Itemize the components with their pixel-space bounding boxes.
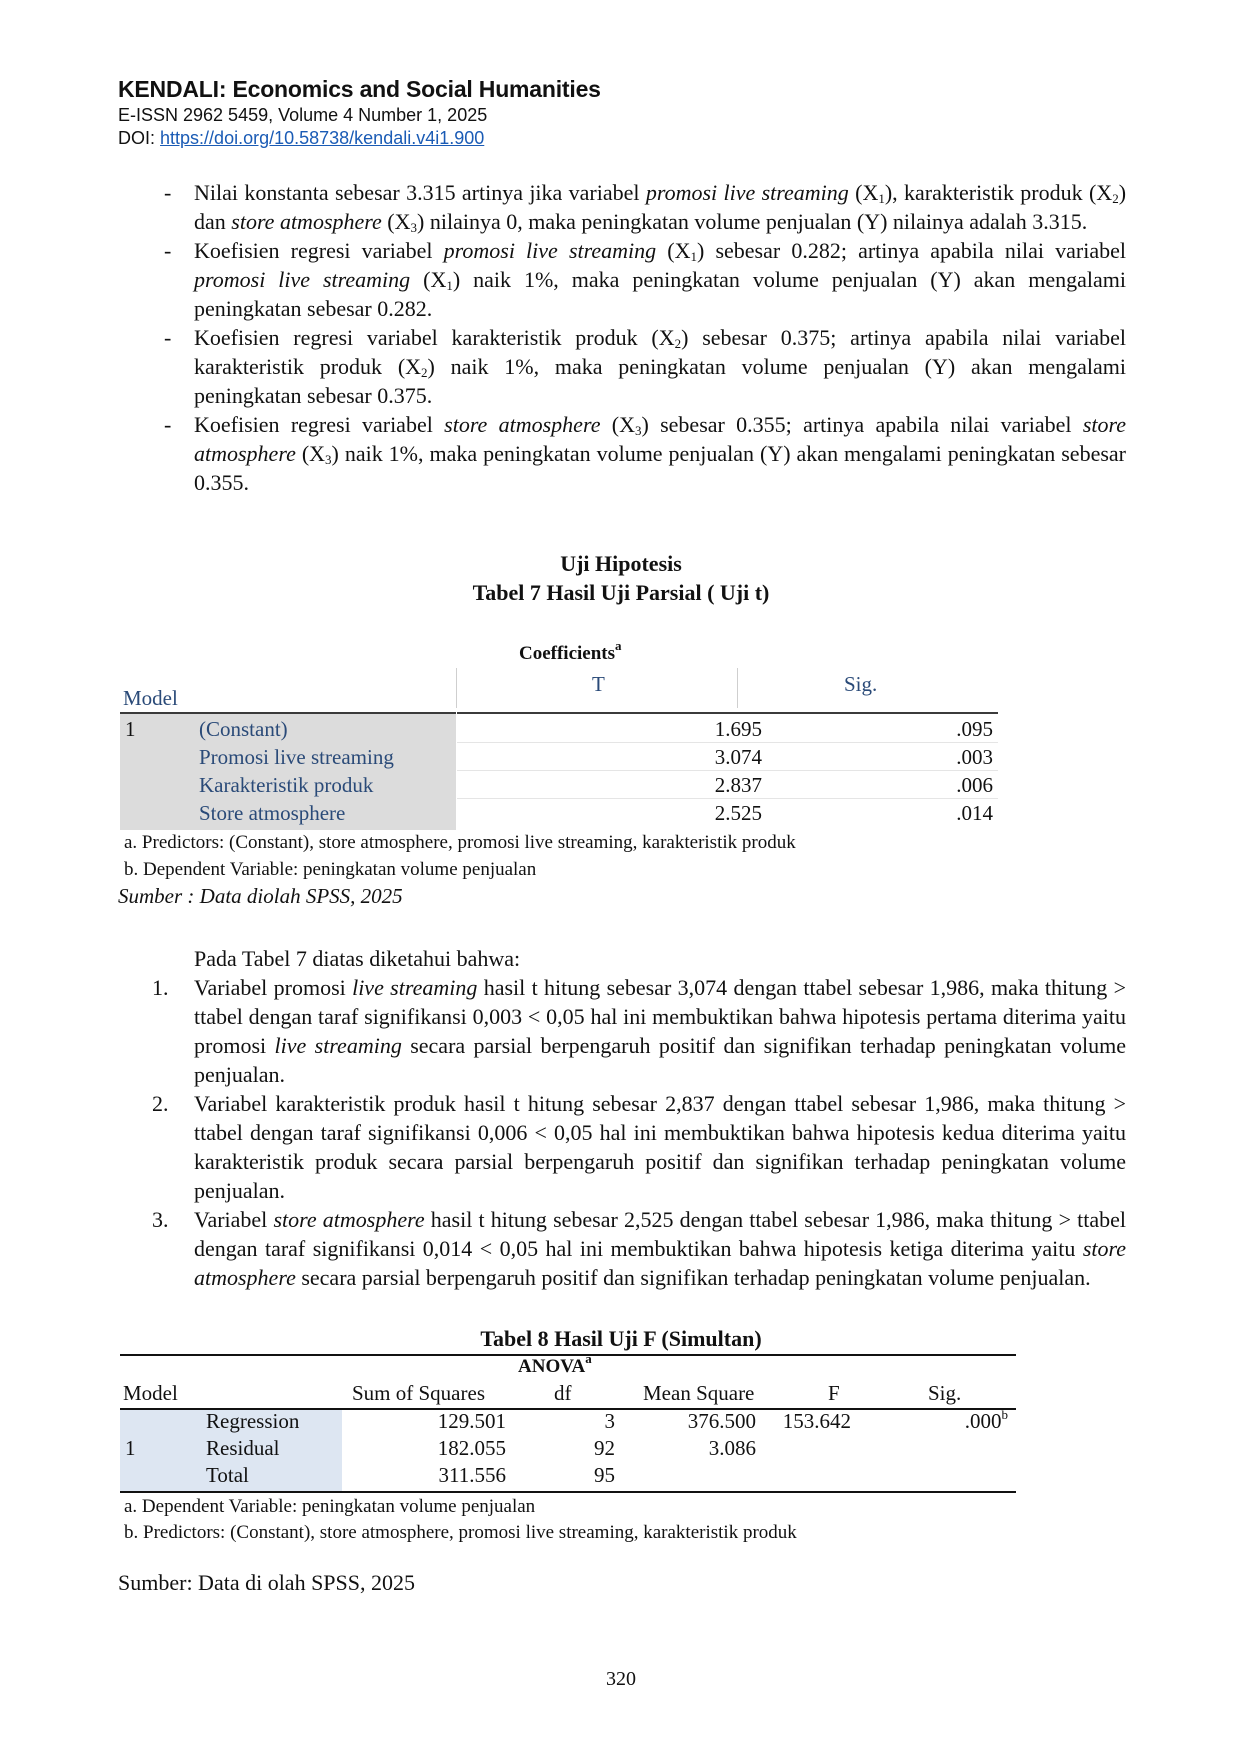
- text-run: (X: [600, 412, 635, 437]
- coefficients-heading-text: Coefficients: [519, 643, 616, 664]
- sig-value: .003: [956, 745, 993, 769]
- list-item: [164, 410, 1126, 497]
- text-run: (X: [381, 209, 411, 234]
- column-header-mean-square: Mean Square: [643, 1381, 755, 1405]
- sig-value-text: .000: [964, 1409, 1002, 1433]
- table7-note-b: b. Dependent Variable: peningkatan volume penjualan: [124, 859, 537, 880]
- mean-square-value: 376.500: [687, 1409, 756, 1433]
- sum-of-squares-value: 311.556: [438, 1463, 506, 1487]
- italic-term: promosi live streaming: [443, 238, 657, 263]
- text-run: secara parsial berpengaruh positif dan signifikan terhadap peningkatan volume penjualan.: [295, 1265, 1091, 1290]
- bullet-dash: -: [164, 238, 172, 263]
- anova-heading: [518, 1351, 592, 1378]
- italic-term: live streaming: [274, 1033, 402, 1058]
- model-number: 1: [125, 717, 136, 741]
- list-number: 2.: [152, 1091, 169, 1116]
- list-number: 1.: [152, 975, 169, 1000]
- superscript: a: [585, 1351, 592, 1366]
- superscript: a: [615, 638, 622, 653]
- row-label: Promosi live streaming: [199, 745, 394, 769]
- doi-link[interactable]: https://doi.org/10.58738/kendali.v4i1.900: [160, 128, 485, 148]
- text-run: Koefisien regresi variabel: [194, 412, 445, 437]
- text-run: ) naik 1%, maka peningkatan volume penjualan (Y) akan mengalami peningkatan sebesar 0.282.: [194, 267, 1127, 321]
- t-value: 2.837: [714, 773, 762, 797]
- bottom-rule: [120, 1491, 1016, 1493]
- list-item: [164, 323, 1126, 410]
- coefficients-heading: [519, 638, 622, 665]
- row-label: (Constant): [199, 717, 288, 741]
- table7-caption: Tabel 7 Hasil Uji Parsial ( Uji t): [472, 580, 770, 605]
- table8-note-a: a. Dependent Variable: peningkatan volume penjualan: [124, 1496, 536, 1517]
- row-label: Residual: [206, 1436, 280, 1460]
- row-divider: [457, 742, 998, 743]
- subscript: 3: [634, 423, 642, 438]
- subscript: 2: [1112, 191, 1119, 206]
- italic-term: promosi live streaming: [645, 180, 849, 205]
- list-item: [152, 1089, 1126, 1205]
- column-divider: [456, 668, 457, 708]
- text-run: (X: [656, 238, 691, 263]
- italic-term: store atmosphere: [194, 412, 1126, 466]
- df-value: 95: [594, 1463, 615, 1487]
- anova-table: [120, 1351, 1016, 1494]
- text-run: ), karakteristik produk (X: [884, 180, 1113, 205]
- table8-note-b: b. Predictors: (Constant), store atmosphere, promosi live streaming, karakteristik produk: [124, 1522, 797, 1543]
- text-run: Koefisien regresi variabel karakteristik produk (X: [194, 325, 675, 350]
- italic-term: store atmosphere: [273, 1207, 425, 1232]
- list-item: [152, 1205, 1126, 1292]
- df-value: 3: [604, 1409, 615, 1433]
- subscript: 1: [446, 278, 453, 293]
- journal-header: [118, 74, 601, 150]
- t-value: 1.695: [714, 717, 762, 741]
- column-divider: [737, 668, 738, 708]
- bullet-dash: -: [164, 180, 172, 205]
- bullet-dash: -: [164, 412, 172, 437]
- text-run: Variabel promosi: [194, 975, 353, 1000]
- bullet-dash: -: [164, 325, 172, 350]
- list-item: [164, 236, 1126, 323]
- row-label: Regression: [206, 1409, 300, 1433]
- column-header-sum-of-squares: Sum of Squares: [352, 1381, 485, 1405]
- sig-value: .006: [956, 773, 993, 797]
- text-run: ) sebesar 0.282; artinya apabila nilai variabel: [697, 238, 1127, 263]
- column-header-model: Model: [123, 1381, 178, 1405]
- superscript: b: [1001, 1407, 1008, 1422]
- list-item: [164, 178, 1126, 236]
- t-value: 3.074: [714, 745, 762, 769]
- text-run: ) nilainya 0, maka peningkatan volume penjualan (Y) nilainya adalah 3.315.: [417, 209, 1088, 234]
- column-header-sig: Sig.: [844, 672, 878, 696]
- subscript: 1: [878, 191, 885, 206]
- text-run: Variabel karakteristik produk hasil t hitung sebesar 2,837 dengan ttabel sebesar 1,986, maka thitung > ttabel dengan taraf signifikansi 0,006 < 0,05 hal ini membuktikan bahwa hipotesis kedua diterima yaitu karakteristik produk secara parsial berpengaruh positif dan signifikan terhadap peningkatan volume penjualan.: [194, 1091, 1126, 1203]
- table7-source: Sumber : Data diolah SPSS, 2025: [118, 884, 403, 908]
- mean-square-value: 3.086: [708, 1436, 756, 1460]
- table8-caption: Tabel 8 Hasil Uji F (Simultan): [480, 1326, 762, 1351]
- italic-term: store atmosphere: [231, 209, 382, 234]
- subscript: 3: [410, 220, 418, 235]
- italic-term: store atmosphere: [194, 1236, 1126, 1290]
- findings-list: [152, 973, 1126, 1292]
- coefficient-interpretation-list: [164, 178, 1126, 497]
- row-divider: [457, 798, 998, 799]
- subscript: 3: [325, 452, 332, 467]
- text-run: (X: [848, 180, 879, 205]
- findings-intro: Pada Tabel 7 diatas diketahui bahwa:: [194, 946, 521, 971]
- column-header-model: Model: [123, 686, 178, 710]
- text-run: Nilai konstanta sebesar 3.315 artinya jika variabel: [194, 180, 646, 205]
- row-label: Total: [206, 1463, 249, 1487]
- list-item: [152, 973, 1126, 1089]
- table8-source: Sumber: Data di olah SPSS, 2025: [118, 1570, 416, 1595]
- column-header-df: df: [554, 1381, 572, 1405]
- text-run: hasil t hitung sebesar 2,525 dengan ttabel sebesar 1,986, maka thitung > ttabel dengan taraf signifikansi 0,014 < 0,05 hal ini membuktikan bahwa hipotesis ketiga diterima yaitu: [194, 1207, 1126, 1261]
- doi-label: DOI:: [118, 128, 156, 148]
- italic-term: live streaming: [352, 975, 478, 1000]
- text-run: hasil t hitung sebesar 3,074 dengan ttabel sebesar 1,986, maka thitung > ttabel dengan taraf signifikansi 0,003 < 0,05 hal ini membuktikan bahwa hipotesis pertama diterima yaitu promosi: [194, 975, 1127, 1058]
- text-run: secara parsial berpengaruh positif dan signifikan terhadap peningkatan volume penjualan.: [194, 1033, 1126, 1087]
- table7-note-a: a. Predictors: (Constant), store atmosphere, promosi live streaming, karakteristik produk: [124, 832, 796, 853]
- text-run: ) dan: [194, 180, 1127, 234]
- text-run: Koefisien regresi variabel: [194, 238, 444, 263]
- row-divider: [457, 770, 998, 771]
- issn-line: E-ISSN 2962 5459, Volume 4 Number 1, 2025: [118, 105, 488, 125]
- subscript: 2: [674, 336, 682, 351]
- anova-heading-text: ANOVA: [518, 1356, 586, 1377]
- row-label: Karakteristik produk: [199, 773, 374, 797]
- journal-title: KENDALI: Economics and Social Humanities: [118, 76, 601, 102]
- page-number: 320: [606, 1668, 636, 1690]
- text-run: (X: [295, 441, 326, 466]
- sum-of-squares-value: 129.501: [437, 1409, 506, 1433]
- sig-value: .014: [956, 801, 993, 825]
- column-header-f: F: [828, 1381, 840, 1405]
- column-header-t: T: [592, 672, 605, 696]
- header-rule: [457, 712, 998, 714]
- text-run: Variabel: [194, 1207, 274, 1232]
- text-run: (X: [410, 267, 447, 292]
- subscript: 2: [421, 365, 428, 380]
- t-value: 2.525: [714, 801, 762, 825]
- italic-term: store atmosphere: [444, 412, 601, 437]
- text-run: ) naik 1%, maka peningkatan volume penjualan (Y) akan mengalami peningkatan sebesar 0.375.: [194, 354, 1126, 408]
- list-number: 3.: [152, 1207, 169, 1232]
- doi-line: [118, 127, 601, 150]
- text-run: ) sebesar 0.355; artinya apabila nilai variabel: [641, 412, 1083, 437]
- text-run: ) sebesar 0.375; artinya apabila nilai variabel karakteristik produk (X: [194, 325, 1126, 379]
- f-value: 153.642: [782, 1409, 851, 1433]
- model-number: 1: [125, 1436, 136, 1460]
- sig-value: .095: [956, 717, 993, 741]
- coefficients-table: [120, 668, 998, 830]
- df-value: 92: [594, 1436, 615, 1460]
- sum-of-squares-value: 182.055: [437, 1436, 506, 1460]
- subscript: 1: [690, 249, 697, 264]
- column-header-sig: Sig.: [928, 1381, 962, 1405]
- sig-value: [965, 1409, 1008, 1434]
- row-label: Store atmosphere: [199, 801, 346, 825]
- text-run: ) naik 1%, maka peningkatan volume penjualan (Y) akan mengalami peningkatan sebesar 0.355.: [194, 441, 1126, 495]
- italic-term: promosi live streaming: [194, 267, 411, 292]
- section-title: Uji Hipotesis: [560, 551, 682, 576]
